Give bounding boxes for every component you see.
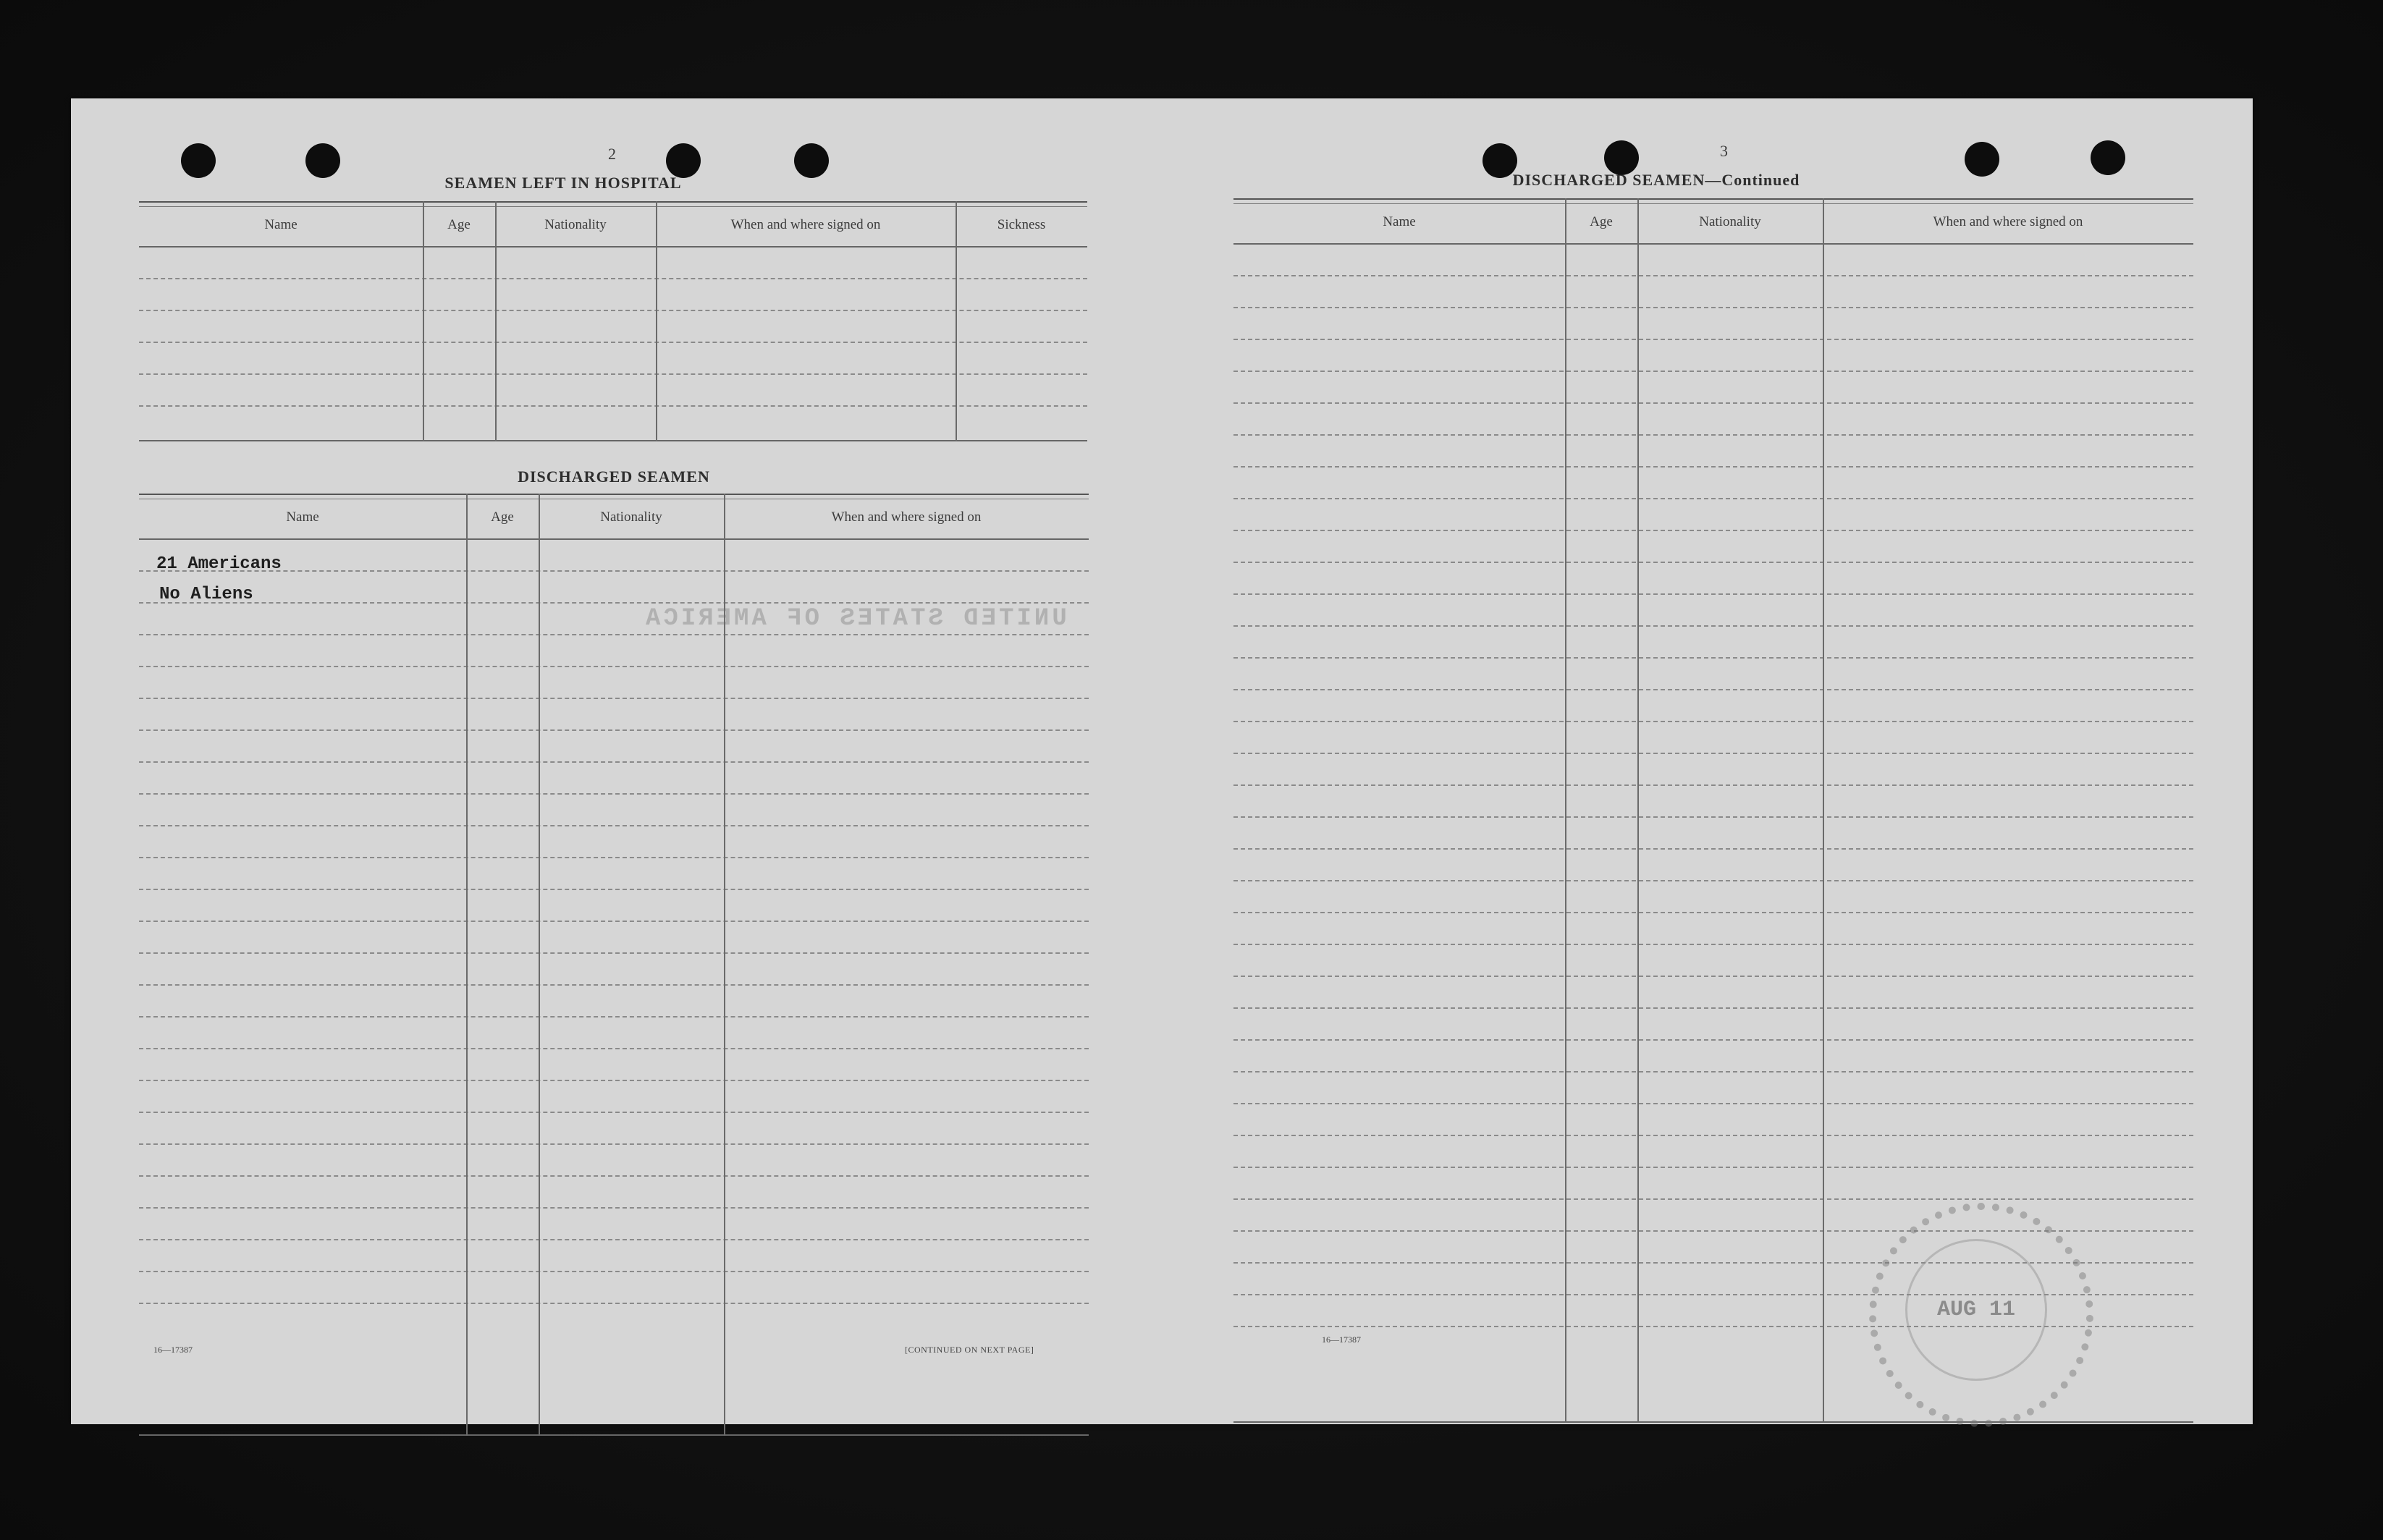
page-number: 3 [1720, 142, 1728, 160]
title-continued: —Continued [1705, 171, 1800, 189]
entry-aliens: No Aliens [159, 585, 253, 604]
table-top-rule [1233, 198, 2193, 204]
table-top-rule [139, 201, 1087, 207]
column-header-nationality: Nationality [544, 217, 607, 232]
column-header-sickness: Sickness [997, 217, 1046, 232]
stamp-date: AUG 11 [1905, 1239, 2047, 1381]
right-page [1157, 98, 2253, 1424]
column-header-name: Name [264, 217, 298, 232]
page-number: 2 [608, 145, 616, 163]
form-code: 16—17387 [1322, 1334, 1361, 1345]
column-header-age: Age [447, 217, 471, 232]
column-header-when-where: When and where signed on [831, 509, 982, 525]
column-header-age: Age [491, 509, 514, 525]
discharged-section-title: DISCHARGED SEAMEN [518, 468, 710, 486]
column-header-when-where: When and where signed on [730, 217, 881, 232]
column-header-nationality: Nationality [600, 509, 662, 525]
discharged-table [139, 494, 1089, 1442]
table-top-rule [139, 494, 1089, 499]
column-header-when-where: When and where signed on [1933, 214, 2083, 229]
circular-stamp [1869, 1203, 2093, 1427]
entry-americans: 21 Americans [156, 554, 282, 574]
title-main: DISCHARGED SEAMEN [1512, 171, 1705, 189]
column-header-name: Name [286, 509, 319, 525]
continued-note: [CONTINUED ON NEXT PAGE] [905, 1345, 1034, 1355]
left-page [71, 98, 1157, 1424]
bleed-through-text: UNITED STATES OF AMERICA [643, 605, 1067, 632]
column-header-nationality: Nationality [1699, 214, 1761, 229]
column-header-name: Name [1383, 214, 1416, 229]
discharged-continued-title [1490, 171, 1823, 190]
hospital-section-title: SEAMEN LEFT IN HOSPITAL [444, 174, 682, 192]
form-code: 16—17387 [153, 1345, 193, 1355]
column-header-age: Age [1590, 214, 1613, 229]
